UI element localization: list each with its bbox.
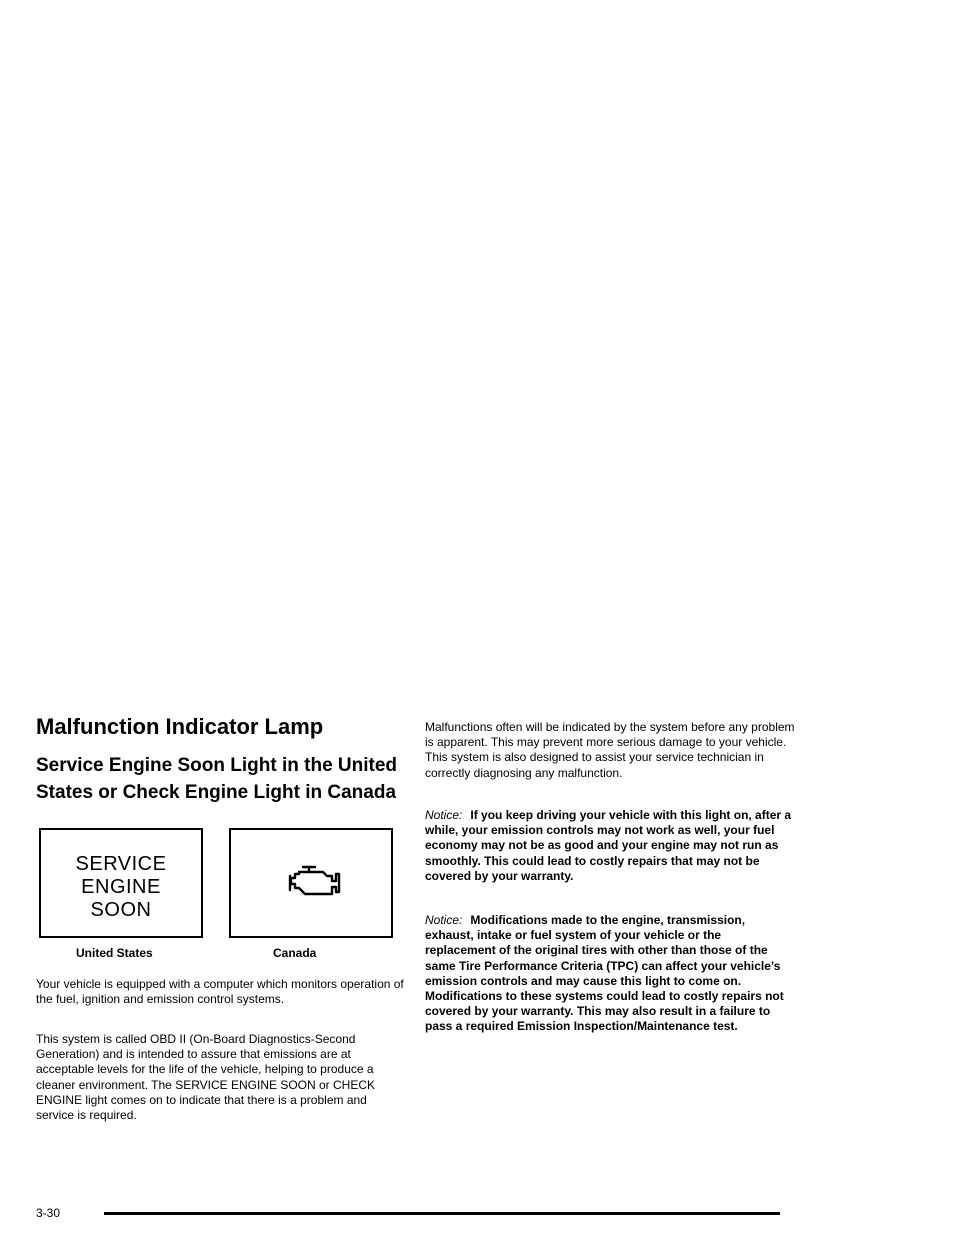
- canada-caption: Canada: [273, 946, 317, 960]
- notice-2-label: Notice:: [425, 913, 463, 927]
- subsection-title: Service Engine Soon Light in the United States or Check Engine Light in Canada: [36, 755, 398, 803]
- page-number: 3-30: [36, 1206, 61, 1220]
- notice-2-text: Modifications made to the engine, transmission, exhaust, intake or fuel system of your vehicle or the replacement of the original tires with other than those of the same Tire Performance Criteria (TPC) can affect your vehicle’s emission controls and may cause this light to come on. Modifications to these systems could lead to costly repairs not covered by your warranty. This may also result in a failure to pass a required Emission Inspection/Maintenance test.: [425, 913, 784, 1034]
- service-engine-soon-text: SERVICE ENGINE SOON: [75, 853, 167, 921]
- left-paragraph-2: This system is called OBD II (On-Board Diagnostics-Second Generation) and is intended to assure that emissions are at acceptable levels for the life of the vehicle, helping to produce a cleaner environment. The SERVICE ENGINE SOON or CHECK ENGINE light comes on to indicate that there is a problem and service is required.: [36, 1032, 376, 1123]
- notice-2: [425, 913, 795, 1035]
- notice-1-text: If you keep driving your vehicle with this light on, after a while, your emission controls may not work as well, your fuel economy may not be as good and your engine may not run as smoothly. This could lead to costly repairs that may not be covered by your warranty.: [425, 808, 792, 883]
- right-paragraph-1: Malfunctions often will be indicated by the system before any problem is apparent. This may prevent more serious damage to your vehicle. This system is also designed to assist your service technician in correctly diagnosing any malfunction.: [425, 720, 795, 780]
- united-states-caption: United States: [76, 946, 153, 960]
- notice-1: [425, 808, 795, 884]
- footer-rule: [104, 1212, 780, 1215]
- section-title: Malfunction Indicator Lamp: [36, 714, 324, 739]
- notice-1-label: Notice:: [425, 808, 463, 822]
- engine-outline-icon: [285, 864, 343, 900]
- service-engine-soon-lamp: [39, 828, 203, 938]
- left-paragraph-1: Your vehicle is equipped with a computer which monitors operation of the fuel, ignition and emission control systems.: [36, 977, 404, 1007]
- check-engine-lamp: [229, 828, 393, 938]
